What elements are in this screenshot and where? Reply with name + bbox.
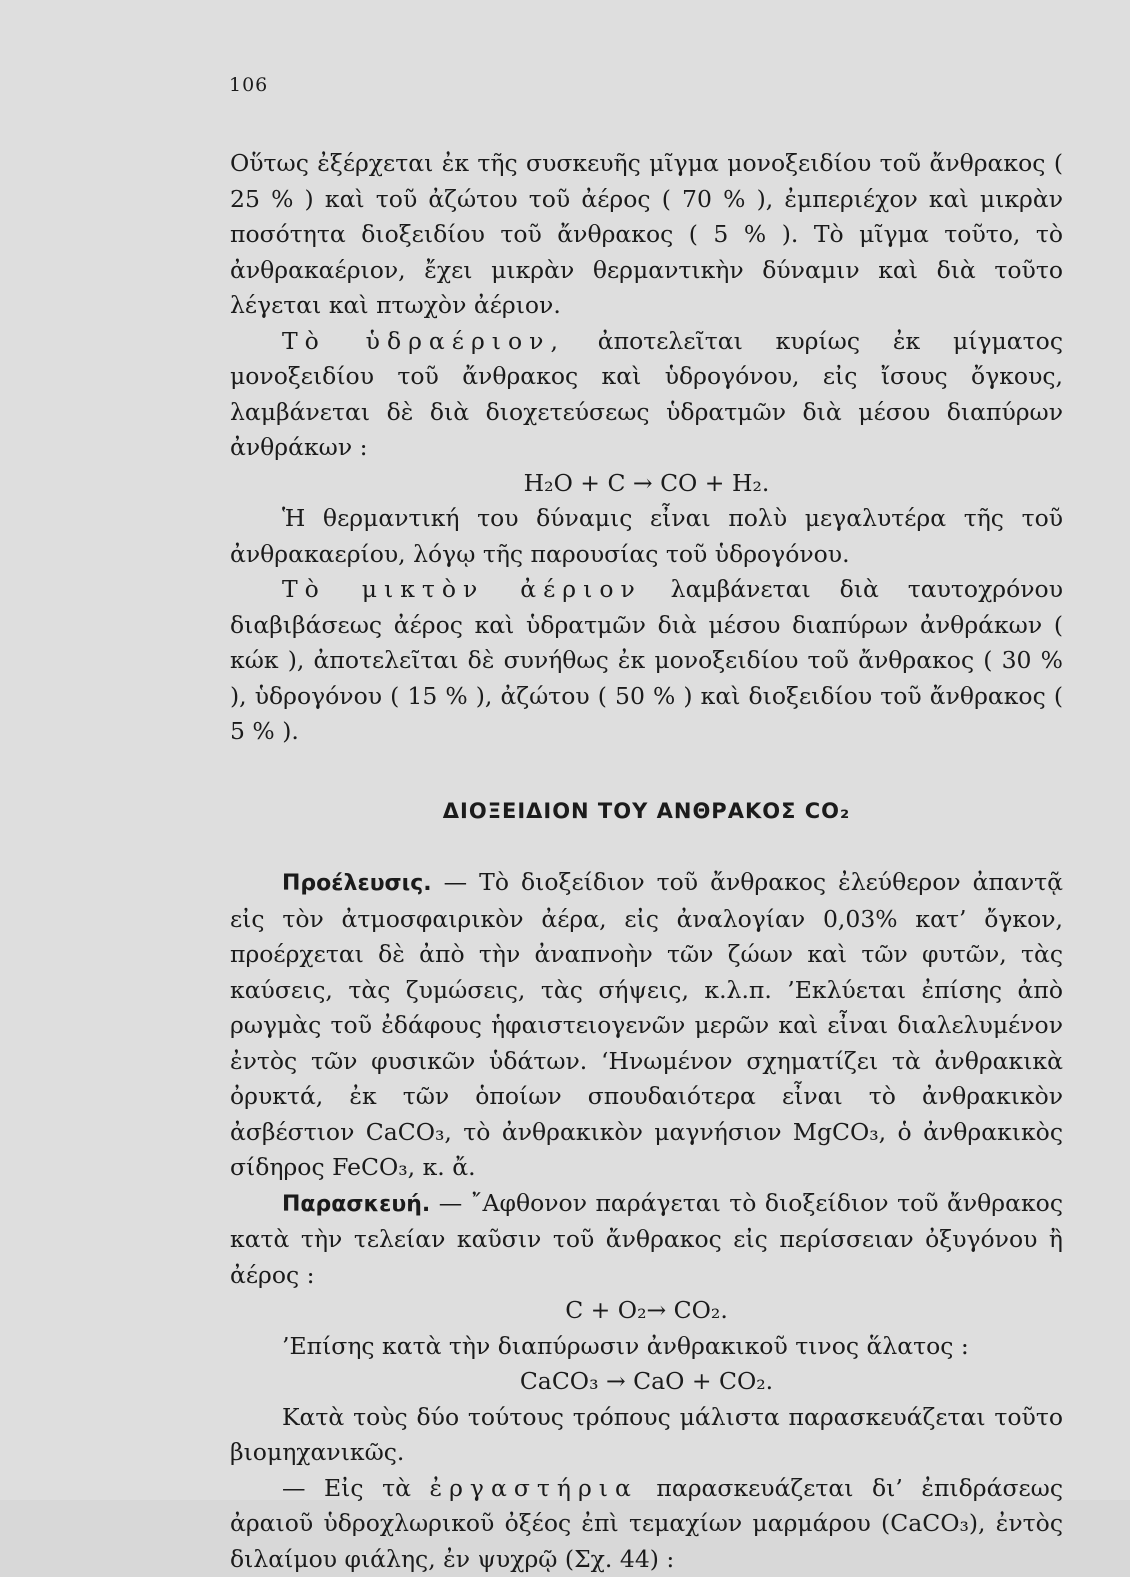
paragraph-heating-power: Ἡ θερμαντική του δύναμις εἶναι πολὺ μεγαλυτέρα τῆς τοῦ ἀνθρακαερίου, λόγῳ τῆς παρουσίας τοῦ ὑδρογόνου. (230, 501, 1063, 572)
origin-text: — Τὸ διοξείδιον τοῦ ἄνθρακος ἐλεύθερον ἀπαντᾷ εἰς τὸν ἀτμοσφαιρικὸν ἀέρα, εἰς ἀναλογίαν 0,03% κατ’ ὄγκον, προέρχεται δὲ ἀπὸ τὴν ἀναπνοὴν τῶν ζώων καὶ τῶν φυτῶν, τὰς καύσεις, τὰς ζυμώσεις, τὰς σήψεις, κ.λ.π. ’Εκλύεται ἐπίσης ἀπὸ ρωγμὰς τοῦ ἐδάφους ἡφαιστειογενῶν μερῶν καὶ εἶναι διαλελυμένον ἐντὸς τῶν φυσικῶν ὑδάτων. ‘Ηνωμένον σχηματίζει τὰ ἀνθρακικὰ ὀρυκτά, ἐκ τῶν ὁποίων σπουδαιότερα εἶναι τὸ ἀνθρακικὸν ἀσβέστιον CaCO₃, τὸ ἀνθρακικὸν μαγνήσιον MgCO₃, ὁ ἀνθρακικὸς σίδηρος FeCO₃, κ. ἄ. (230, 868, 1063, 1181)
paragraph-origin (230, 865, 1063, 1186)
paragraph-laboratory (230, 1471, 1063, 1577)
paragraph-preparation (230, 1186, 1063, 1294)
page-body (230, 146, 1063, 1577)
formula-calcination: CaCO₃ → CaO + CO₂. (230, 1364, 1063, 1400)
mixed-gas-text: λαμβάνεται διὰ ταυτοχρόνου διαβιβάσεως ἀέρος καὶ ὑδρατμῶν διὰ μέσου διαπύρων ἀνθράκων ( κώκ ), ἀποτελεῖται δὲ συνήθως ἐκ μονοξειδίου τοῦ ἄνθρακος ( 30 % ), ὑδρογόνου ( 15 % ), ἀζώτου ( 50 % ) καὶ διοξειδίου τοῦ ἄνθρακος ( 5 % ). (230, 575, 1063, 745)
preparation-text: — ῎Αφθονον παράγεται τὸ διοξείδιον τοῦ ἄνθρακος κατὰ τὴν τελείαν καῦσιν τοῦ ἄνθρακος εἰς περίσσειαν ὀξυγόνου ἢ ἀέρος : (230, 1189, 1063, 1289)
paragraph-mixed-gas (230, 572, 1063, 750)
section-heading: ΔΙΟΞΕΙΔΙΟΝ ΤΟΥ ΑΝΘΡΑΚΟΣ CO₂ (230, 794, 1063, 830)
term-mixed-gas: Τὸ μικτὸν ἀέριον (282, 575, 642, 603)
formula-combustion: C + O₂→ CO₂. (230, 1293, 1063, 1329)
paragraph-calcination: ’Επίσης κατὰ τὴν διαπύρωσιν ἀνθρακικοῦ τινος ἅλατος : (230, 1329, 1063, 1365)
term-water-gas: Τὸ ὑδραέριον, (282, 327, 565, 355)
page-number: 106 (229, 74, 268, 96)
water-gas-text: ἀποτελεῖται κυρίως ἐκ μίγματος μονοξειδίου τοῦ ἄνθρακος καὶ ὑδρογόνου, εἰς ἴσους ὄγκους, λαμβάνεται δὲ διὰ διοχετεύσεως ὑδρατμῶν διὰ μέσου διαπύρων ἀνθράκων : (230, 327, 1063, 462)
paragraph-poor-gas: Οὕτως ἐξέρχεται ἐκ τῆς συσκευῆς μῖγμα μονοξειδίου τοῦ ἄνθρακος ( 25 % ) καὶ τοῦ ἀζώτου τοῦ ἀέρος ( 70 % ), ἐμπεριέχον καὶ μικρὰν ποσότητα διοξειδίου τοῦ ἄνθρακος ( 5 % ). Τὸ μῖγμα τοῦτο, τὸ ἀνθρακαέριον, ἔχει μικρὰν θερμαντικὴν δύναμιν καὶ διὰ τοῦτο λέγεται καὶ πτωχὸν ἀέριον. (230, 146, 1063, 324)
lab-text: παρασκευάζεται δι’ ἐπιδράσεως ἀραιοῦ ὑδροχλωρικοῦ ὀξέος ἐπὶ τεμαχίων μαρμάρου (CaCO₃), ἐντὸς διλαίμου φιάλης, ἐν ψυχρῷ (Σχ. 44) : (230, 1474, 1063, 1573)
lab-prefix: — Εἰς τὰ (282, 1474, 430, 1502)
label-preparation: Παρασκευή. (282, 1192, 430, 1217)
label-origin: Προέλευσις. (282, 871, 432, 896)
paragraph-industrial: Κατὰ τοὺς δύο τούτους τρόπους μάλιστα παρασκευάζεται τοῦτο βιομηχανικῶς. (230, 1400, 1063, 1471)
paragraph-water-gas (230, 324, 1063, 466)
term-laboratory: ἐργαστήρια (430, 1474, 638, 1502)
formula-water-gas: H₂O + C → CO + H₂. (230, 466, 1063, 502)
